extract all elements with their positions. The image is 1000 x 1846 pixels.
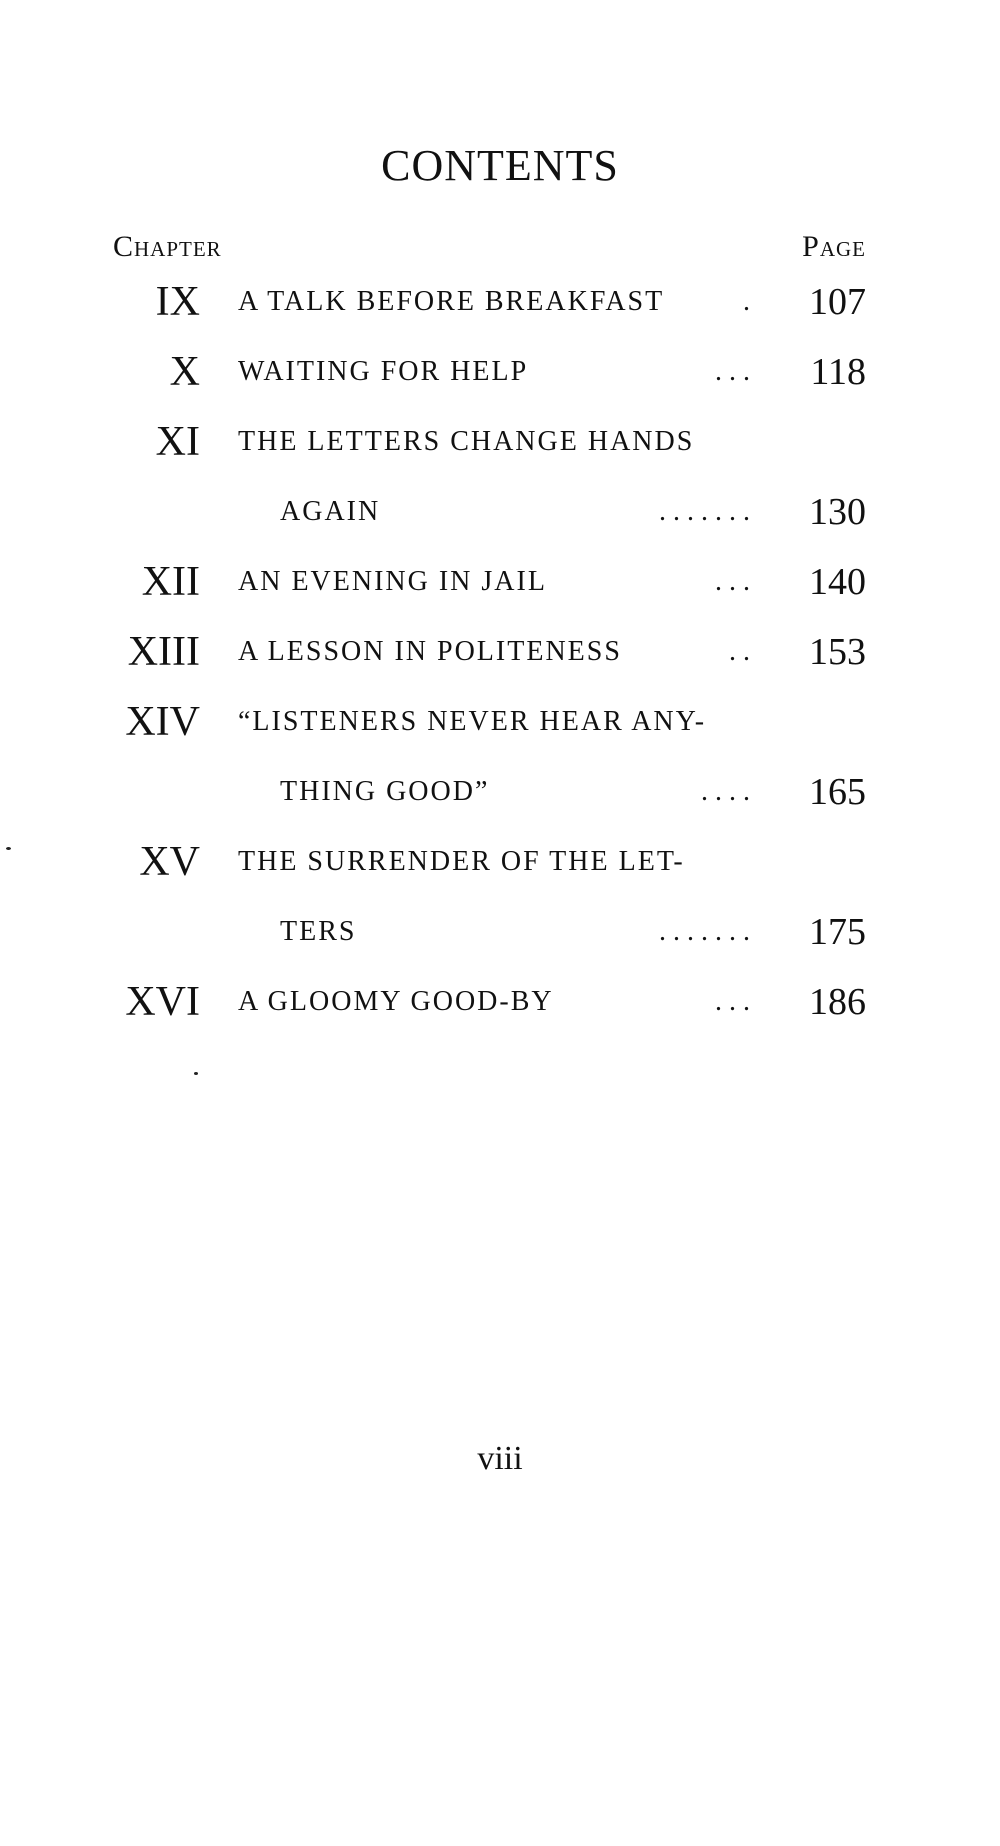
leader-dots: . . . .: [701, 776, 750, 807]
toc-entry-continuation: [0, 762, 1000, 822]
toc-entry: [0, 552, 1000, 612]
toc-entry: [0, 692, 1000, 752]
toc-entry: [0, 272, 1000, 332]
chapter-number: IX: [155, 279, 200, 325]
chapter-number: XV: [139, 839, 200, 885]
chapter-number: XIII: [127, 629, 200, 675]
page-number: 153: [809, 631, 866, 673]
leader-dots: . . .: [715, 356, 750, 387]
page-number: 118: [810, 351, 866, 393]
toc-entry-continuation: [0, 482, 1000, 542]
toc-entry: [0, 832, 1000, 892]
chapter-number: X: [169, 349, 200, 395]
toc-entry: [0, 412, 1000, 472]
toc-entry: [0, 622, 1000, 682]
page-number: 130: [809, 491, 866, 533]
scan-speck: [194, 1072, 198, 1075]
page-title: CONTENTS: [381, 141, 619, 190]
chapter-title: WAITING FOR HELP: [238, 356, 529, 387]
chapter-title: A GLOOMY GOOD-BY: [238, 986, 554, 1017]
chapter-title: AGAIN: [280, 496, 381, 527]
page-number: 107: [809, 281, 866, 323]
chapter-number: XIV: [125, 699, 200, 745]
toc-entry: [0, 342, 1000, 402]
chapter-title: TERS: [280, 916, 357, 947]
chapter-title: “LISTENERS NEVER HEAR ANY-: [238, 706, 707, 737]
leader-dots: . . .: [715, 986, 750, 1017]
chapter-title: THE LETTERS CHANGE HANDS: [238, 426, 695, 457]
leader-dots: . . . . . . .: [659, 916, 750, 947]
chapter-title: A LESSON IN POLITENESS: [238, 636, 622, 667]
leader-dots: .: [743, 286, 750, 317]
leader-dots: . . . . . . .: [659, 496, 750, 527]
scan-speck: [6, 847, 11, 850]
page-number: 140: [809, 561, 866, 603]
page-number: 186: [809, 981, 866, 1023]
toc-entry-continuation: [0, 902, 1000, 962]
leader-dots: . .: [729, 636, 750, 667]
page-column-header: Page: [802, 230, 866, 263]
chapter-number: XVI: [125, 979, 200, 1025]
page-number: 175: [809, 911, 866, 953]
page-number: 165: [809, 771, 866, 813]
chapter-number: XI: [155, 419, 200, 465]
chapter-column-header: Chapter: [113, 230, 222, 263]
folio-page-number: viii: [477, 1440, 523, 1477]
chapter-title: A TALK BEFORE BREAKFAST: [238, 286, 665, 317]
toc-entry: [0, 972, 1000, 1032]
chapter-number: XII: [141, 559, 200, 605]
chapter-title: THING GOOD”: [280, 776, 490, 807]
chapter-title: THE SURRENDER OF THE LET-: [238, 846, 685, 877]
chapter-title: AN EVENING IN JAIL: [238, 566, 547, 597]
leader-dots: . . .: [715, 566, 750, 597]
